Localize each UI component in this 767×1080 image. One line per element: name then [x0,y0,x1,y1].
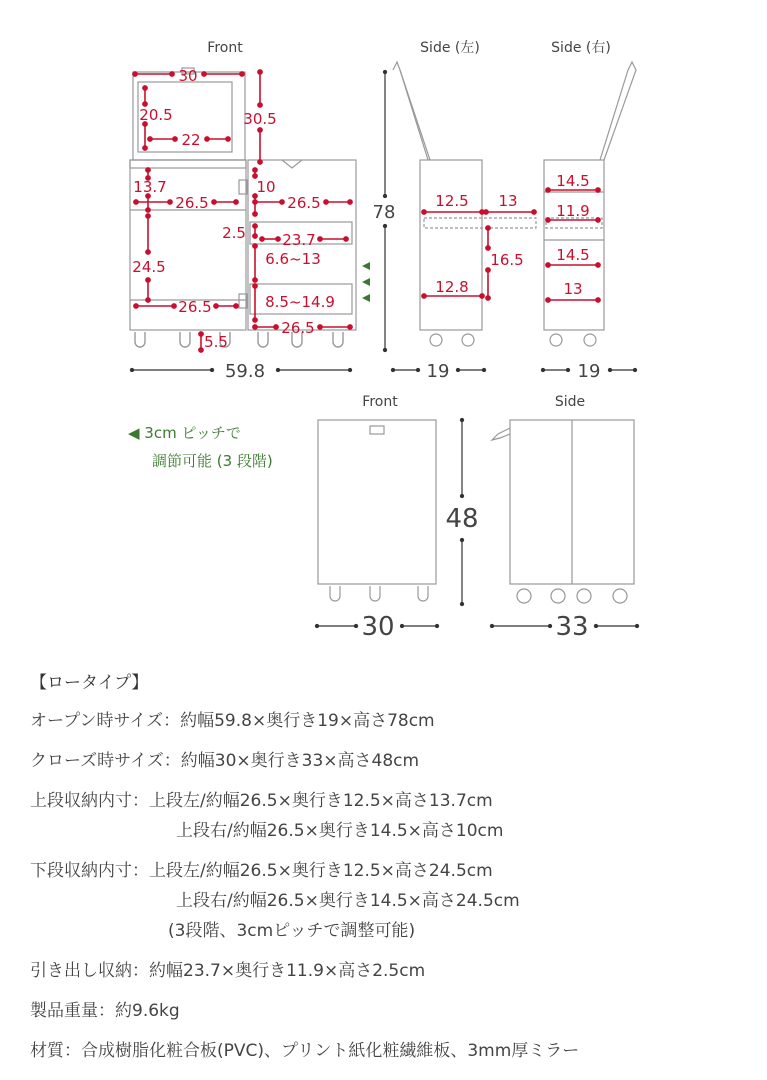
dim-upper-left-w: 26.5 [175,194,209,212]
adjust-note-line1: ◀ 3cm ピッチで [128,424,241,442]
dim-drawer-w: 23.7 [282,231,316,249]
spec-upper-left: 上段収納内寸：上段左/約幅26.5×奥行き12.5×高さ13.7cm [30,791,493,811]
header-front-open: Front [207,40,243,56]
dim-side-right-depth: 19 [577,361,601,382]
closed-side-drawing [492,420,634,603]
dim-side-lower-depth: 12.8 [435,278,469,296]
dim-bottom-right-w: 26.5 [281,319,315,337]
spec-list [30,668,750,1066]
dim-top-height: 20.5 [139,106,173,124]
dim-caster-h: 5.5 [204,333,228,351]
dim-adj-range-1: 6.6~13 [265,250,321,268]
dim-drawer-h: 2.5 [222,224,246,242]
dim-total-width: 59.8 [224,361,266,382]
dim-adj-range-2: 8.5~14.9 [265,293,335,311]
spec-heading: 【ロータイプ】 [30,673,149,693]
header-side-left: Side (左) [420,40,480,56]
dim-top-width: 30 [178,67,198,85]
dim-lower-left-h: 24.5 [132,258,166,276]
dim-upper-left-h: 13.7 [133,178,167,196]
spec-material: 材質：合成樹脂化粧合板(PVC)、プリント紙化粧繊維板、3mm厚ミラー [30,1041,580,1061]
dim-lower-left-w: 26.5 [178,298,212,316]
dim-closed-height: 48 [445,504,479,534]
spec-closed-size: クローズ時サイズ：約幅30×奥行き33×高さ48cm [30,751,420,771]
front-open-dimension-labels [132,67,335,351]
dim-closed-depth: 33 [555,612,589,642]
spec-lower-note: (3段階、3cmピッチで調整可能) [168,921,416,941]
dim-side-lower-span: 16.5 [490,251,524,269]
dim-side-right-a: 14.5 [556,172,590,190]
spec-open-size: オープン時サイズ：約幅59.8×奥行き19×高さ78cm [30,711,435,731]
header-side-right: Side (右) [551,40,611,56]
dim-side-height: 78 [372,202,396,223]
dim-top-total: 30.5 [243,110,277,128]
adjust-note-line2: 調節可能 (3 段階) [152,452,273,470]
dim-side-right-b: 11.9 [556,202,590,220]
dim-top-inner: 22 [181,131,201,149]
dim-side-drawer-depth: 13 [498,192,518,210]
dim-upper-right-w: 26.5 [287,194,321,212]
dim-closed-width: 30 [361,612,395,642]
spec-upper-right: 上段右/約幅26.5×奥行き14.5×高さ10cm [176,821,504,841]
adjust-arrows [362,262,370,302]
spec-lower-left: 下段収納内寸：上段左/約幅26.5×奥行き12.5×高さ24.5cm [30,861,493,881]
header-front-closed: Front [362,394,398,410]
dim-upper-right-h: 10 [256,178,276,196]
spec-lower-right: 上段右/約幅26.5×奥行き14.5×高さ24.5cm [176,891,520,911]
spec-weight: 製品重量：約9.6kg [30,1001,180,1021]
spec-drawer: 引き出し収納：約幅23.7×奥行き11.9×高さ2.5cm [30,961,426,981]
dim-side-upper-depth: 12.5 [435,192,469,210]
header-side-closed: Side [554,394,586,410]
dim-side-right-d: 13 [563,280,583,298]
closed-front-drawing [318,420,436,601]
dim-side-right-c: 14.5 [556,246,590,264]
dim-side-left-depth: 19 [426,361,450,382]
